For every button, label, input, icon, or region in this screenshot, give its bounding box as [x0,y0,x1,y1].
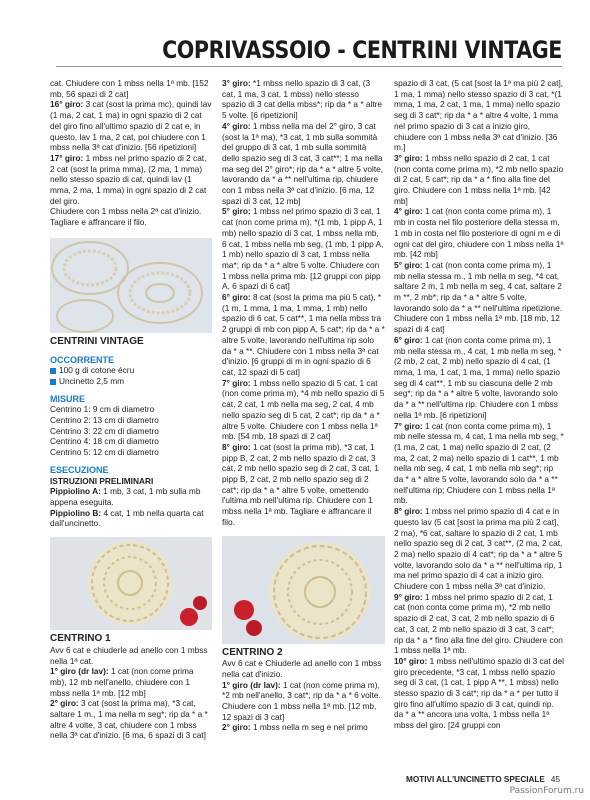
round-9: 9° giro: 1 mbss nel primo spazio di 2 cat, 1 cat (non conta come prima m), *2 mb nello spazio di 2 cat, 3 cat, 2 mb nello spazio di 6 cat, 3 cat, 2 mb nello spazio di 3 cat, 3 cat*; rip da * a * fino alla fine del giro. Chiudere con 1 mbss nella 1ª mb. [394,591,563,656]
round-5: 5° giro: 1 cat (non conta come prima m), 1 mb nella stessa m., 1 mb nella m seg, *4 cat, saltare 2 m, 1 mb nella m seg, 4 cat, saltare 2 m **, 2 mb*; rip da * a * altre 5 volte, lavorando solo da * a ** nell'ultima ripetizione. Chiudere con 1 mbss nella 1ª mb. [18 mb, 12 spazi di 4 cat] [394,259,563,335]
round-16: 16° giro: 3 cat (sost la prima mc), quindi lav (1 ma, 2 cat, 1 ma) in ogni spazio di 2 cat del giro fino all'ultimo spazio di 2 cat e, in questo, lav 1 ma, 2 cat, poi chiudere con 1 mbss nella 3ª cat d'inizio. [56 ripetizioni] [50,99,212,153]
list-item: Centrino 5: 12 cm di diametro [50,447,159,458]
pippiolino-b: Pippiolino B: 4 cat, 1 mb nella quarta cat dall'uncinetto. [50,507,204,529]
doilies-photo-image [50,238,212,333]
round-8: 8° giro: 1 mbss nel primo spazio di 4 cat e in questo lav (5 cat [sost la prima ma più 2 cat], 2 ma), *6 cat, saltare lo spazio di 2 cat, 1 mb nello spazio seg di 2 cat, 3 cat**, (2 ma, 2 cat, 2 ma) nello spazio di 4 cat*; rip da * a * altre 5 volte, lavorando solo da * a ** nell'ultima rip, 1 ma nel primo spazio di 4 cat a inizio giro. Chiudere con 1 mbss nella 3ª cat d'inizio. [394,506,563,592]
header-rule [56,66,562,67]
text-paragraph: Avv 6 cat e chiuderle ad anello con 1 mbss nella 1ª cat. [50,644,208,666]
column-3 [394,78,564,731]
esecuzione-heading: ESECUZIONE [50,464,109,475]
round-3: 3° giro: *1 mbss nello spazio di 3 cat, (3 cat, 1 ma, 3 cat, 1 mbss) nello stesso spazio di 3 cat della mbss*; rip da * a * altre 5 volte. [6 ripetizioni] [222,78,383,121]
istruzioni-heading: ISTRUZIONI PRELIMINARI [50,475,154,486]
centrino-1-image [50,537,212,630]
materials-list [50,365,212,386]
doilies-photo [50,238,212,333]
round-2: 2° giro: 3 cat (sost la prima ma), *3 cat, saltare 1 m., 1 ma nella m seg*; rip da * a * altre 4 volte, 3 cat, chiudere con 1 mbss nella 3ª cat d'inizio. [6 ma, 6 spazi di 3 cat] [50,698,208,741]
page-title: COPRIVASSOIO - CENTRINI VINTAGE [162,36,562,64]
page-header [0,0,590,72]
round-17: 17° giro: 1 mbss nel primo spazio di 2 cat, 2 cat (sost la prima mma), (2 ma, 1 mma) nello stesso spazio di cat, quindi lav (1 mma, 2 ma, 1 mma) in ogni spazio di 2 cat del giro. [50,152,207,206]
occorrente-heading: OCCORRENTE [50,354,115,365]
bullet-icon [50,379,56,385]
list-item: Centrino 4: 18 cm di diametro [50,436,159,447]
footer-title: MOTIVI ALL'UNCINETTO SPECIALE [406,775,545,784]
list-item: Centrino 2: 13 cm di diametro [50,415,159,426]
column-1 [50,78,212,741]
list-item: Centrino 1: 9 cm di diametro [50,404,155,415]
pippiolino-a: Pippiolino A: 1 mb, 3 cat, 1 mb sulla mb appena eseguita. [50,486,201,507]
list-item: Uncinetto 2,5 mm [50,376,212,387]
bullet-icon [50,368,56,374]
round-1: 1° giro (dr lav): 1 cat (non come prima mb), 12 mb nell'anello, chiudere con 1 mbss nella 1ª mb. [12 mb] [50,666,194,698]
round-6: 6° giro: 1 cat (non conta come prima m), 1 mb nella stessa m., 4 cat, 1 mb nella m seg, *(2 mb, 2 cat, 2 mb) nello spazio di 4 cat, (1 mma, 1 ma, 1 cat, 1 ma, 1 mma) nello spazio seg di 4 cat**, 1 mb su ciascuna delle 2 mb seg*; rip da * a * altre 5 volte, lavorando solo da * a ** nell'ultima rip. Chiudere con 1 mbss nella 1ª mb. [6 ripetizioni] [394,334,562,420]
watermark: PassionForum.ru [509,786,584,796]
text-paragraph: spazio di 3 cat, (5 cat [sost la 1ª ma più 2 cat], 1 ma, 1 mma) nello stesso spazio di 3 cat, *(1 mma, 1 ma, 2 cat, 1 ma, 1 mma) nello spazio seg di 3 cat*; rip da * a * altre 4 volte, 1 mma nel primo spazio di 3 cat a inizio giro, chiudere con 1 mbss nella 3ª cat d'inizio. [36 m.] [394,78,564,153]
round-4: 4° giro: 1 mbss nella ma del 2° giro, 3 cat (sost la 1ª ma), *3 cat, 1 mb sulla sommità del gruppo di 3 cat, 1 mb sulla sommità dello spazio seg di 3 cat, 3 cat**; 1 ma nella ma seg del 2° giro*; rip da * a * altre 5 volte, lavorando da * a ** nell'ultima rip, chiudere con 1 mbss nella 3ª cat d'inizio. [6 ma, 12 spazi di 3 cat, 12 mb] [222,120,384,206]
centrino-1-photo [50,537,212,630]
centrino-2-title: CENTRINO 2 [222,646,283,658]
column-2 [222,78,385,733]
centrino-1-title: CENTRINO 1 [50,633,111,645]
text-paragraph: Avv 6 cat e Chiuderle ad anello con 1 mbss nella cat d'inizio. [222,658,382,679]
round-1: 1° giro (dr lav): 1 cat (non come prima m), *2 mb nell'anello, 3 cat*; rip da * a * 6 volte. Chiudere con 1 mbss nella 1ª mb. [12 mb, 12 spazi di 3 cat] [222,679,381,722]
round-8: 8° giro: 1 cat (sost la prima mb), *3 cat, 1 pipp B, 2 cat, 2 mb nello spazio di 2 cat, 3 cat, 2 mb nello spazio seg di 2 cat, 3 cat, 1 pipp B, 2 cat, 2 mb nello spazio seg di 2 cat*; rip da * a * altre 5 volte, omettendo l'ultima mb nell'ultima rip. Chiudere con 1 mbss nella 1ª mb. Tagliare e affrancare il filo. [222,441,379,527]
round-5: 5° giro: 1 mbss nel primo spazio di 3 cat, 1 cat (non come prima m), *(1 mb, 1 pipp A, 1 mb) nello spazio di 3 cat, 1 mbss nella mb, 6 cat, 1 mbss nella mb seg, (1 mb, 1 pipp A, 1 mb) nello spazio di 3 cat, 1 mbss nella ma*; rip da * a * altre 5 volte. Chiudere con 1 mbss nella prima mb. [12 gruppi con pipp A, 6 spazi di 6 cat] [222,206,384,292]
misure-heading: MISURE [50,393,86,404]
round-2: 2° giro: 1 mbss nella m seg e nel primo [222,722,368,733]
round-7: 7° giro: 1 mbss nello spazio di 5 cat, 1 cat (non come prima m), *4 mb nello spazio di 5 cat, 2 cat, 1 mb nella ma seg, 2 cat, 4 mb nello spazio seg di 5 cat, 2 cat*; rip da * a * altre 5 volte. Chiudere con 1 mbss nella 1ª mb. [54 mb, 18 spazi di 2 cat] [222,377,385,442]
text-paragraph: cat. Chiudere con 1 mbss nella 1ª mb. [152 mb, 56 spazi di 2 cat] [50,78,209,99]
sizes-list [50,404,212,458]
centrino-2-photo [222,536,385,644]
round-7: 7° giro: 1 cat (non conta come prima m), 1 mb nelle stessa m, 4 cat, 1 ma nella mb seg, *(1 ma, 2 cat, 1 ma) nello spazio di 2 cat, (2 ma, 2 cat, 2 ma) nello spazio di 1 cat**, 1 mb nella mb seg, 4 cat, 1 mb nella mb seg*; rip da * a * altre 5 volte, lavorando solo da * a ** nell'ultima rip; Chiudere con 1 mbss nella 1ª mb. [394,420,564,506]
round-6: 6° giro: 8 cat (sost la prima ma più 5 cat), *(1 m, 1 mma, 1 ma, 1 mma, 1 mb) nello spazio di 6 cat, 5 cat**, 1 ma nella mbss tra 2 gruppi di mb con pipp A, 5 cat*; rip da * a * altre 5 volte, lavorando nell'ultima rip solo da * a **. Chiudere con 1 mbss nella 3ª cat d'inizio. [6 gruppi di m in ogni spazio di 6 cat, 12 spazi di 5 cat] [222,292,385,377]
page-number: 45 [550,775,560,784]
page-footer [406,775,560,784]
round-10: 10° giro: 1 mbss nell'ultimo spazio di 3 cat del giro precedente, *3 cat, 1 mbss nello spazio seg di 3 cat, (1 cat, 1 pipp A **, 1 mbss) nello stesso spazio di 3 cat*; rip da * a * per tutto il giro fino all'ultimo spazio di 3 cat, quindi rip. da * a ** ancora una volta, 1 mbss nella 1ª mbss del giro. [24 gruppi con [394,655,565,731]
section-title: CENTRINI VINTAGE [50,335,144,347]
round-3: 3° giro: 1 mbss nello spazio di 2 cat, 1 cat (non conta come prima m), *2 mb nello spazio di 2 cat, 5 cat*; rip da * a * fino alla fine del giro. Chiudere con 1 mbss nella 1ª mb. [42 mb] [394,152,564,206]
list-item: Centrino 3: 22 cm di diametro [50,425,159,436]
centrino-2-image [222,536,385,644]
text-paragraph: Chiudere con 1 mbss nella 2ª cat d'inizio. Tagliare e affrancare il filo. [50,206,202,228]
list-item: 100 g di cotone écru [50,365,212,376]
round-4: 4° giro: 1 cat (non conta come prima m), 1 mb in costa nel filo posteriore della stessa m, 1 mb in costa nel filo posteriore di ogni m e di ogni cat del giro, chiudere con 1 mbss nella 1ª mb. [42 mb] [394,206,564,260]
